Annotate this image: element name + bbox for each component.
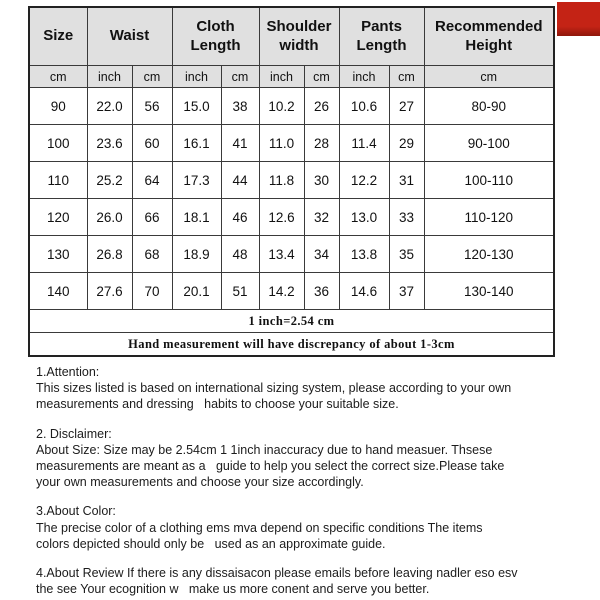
note-section: [36, 565, 581, 597]
column-header-cell: Pants Length: [339, 7, 424, 66]
data-cell: 30: [304, 162, 339, 199]
table-header: [29, 7, 554, 88]
data-cell: 68: [132, 236, 172, 273]
data-cell: 66: [132, 199, 172, 236]
unit-cell: cm: [132, 66, 172, 88]
data-cell: 110: [29, 162, 87, 199]
data-cell: 16.1: [172, 125, 221, 162]
data-cell: 10.6: [339, 88, 389, 125]
data-cell: 31: [389, 162, 424, 199]
note-line: your own measurements and choose your size accordingly.: [36, 475, 364, 490]
footnote-row: [29, 310, 554, 333]
footnote-cell: Hand measurement will have discrepancy of about 1-3cm: [29, 333, 554, 357]
column-header-cell: Recommended Height: [424, 7, 554, 66]
table-row: [29, 125, 554, 162]
note-section: [36, 364, 581, 413]
data-cell: 15.0: [172, 88, 221, 125]
data-cell: 120-130: [424, 236, 554, 273]
unit-cell: inch: [339, 66, 389, 88]
note-line: 3.About Color:: [36, 504, 116, 519]
data-cell: 60: [132, 125, 172, 162]
data-cell: 17.3: [172, 162, 221, 199]
unit-cell: cm: [304, 66, 339, 88]
column-header-cell: Waist: [87, 7, 172, 66]
data-cell: 130-140: [424, 273, 554, 310]
data-cell: 11.0: [259, 125, 304, 162]
notes: [36, 364, 581, 597]
table-body: [29, 88, 554, 357]
data-cell: 80-90: [424, 88, 554, 125]
table-row: [29, 199, 554, 236]
data-cell: 23.6: [87, 125, 132, 162]
note-line: The precise color of a clothing ems mva depend on specific conditions The items: [36, 520, 483, 535]
note-line: 1.Attention:: [36, 365, 100, 379]
size-table: [28, 6, 555, 357]
column-header-cell: Shoulder width: [259, 7, 339, 66]
data-cell: 51: [221, 273, 259, 310]
unit-cell: cm: [389, 66, 424, 88]
column-header-cell: Size: [29, 7, 87, 66]
data-cell: 90-100: [424, 125, 554, 162]
data-cell: 90: [29, 88, 87, 125]
note-line: the see Your ecognition w make us more conent and serve you better.: [36, 582, 430, 597]
footnote-cell: 1 inch=2.54 cm: [29, 310, 554, 333]
data-cell: 27: [389, 88, 424, 125]
data-cell: 44: [221, 162, 259, 199]
data-cell: 41: [221, 125, 259, 162]
unit-cell: cm: [221, 66, 259, 88]
data-cell: 48: [221, 236, 259, 273]
data-cell: 120: [29, 199, 87, 236]
data-cell: 26: [304, 88, 339, 125]
data-cell: 10.2: [259, 88, 304, 125]
data-cell: 36: [304, 273, 339, 310]
note-line: 4.About Review If there is any dissaisacon please emails before leaving nadler eso esv: [36, 566, 518, 581]
data-cell: 130: [29, 236, 87, 273]
note-line: This sizes listed is based on international sizing system, please according to your own: [36, 381, 512, 396]
data-cell: 64: [132, 162, 172, 199]
data-cell: 33: [389, 199, 424, 236]
data-cell: 100: [29, 125, 87, 162]
data-cell: 27.6: [87, 273, 132, 310]
red-corner-badge: [557, 2, 600, 36]
data-cell: 25.2: [87, 162, 132, 199]
data-cell: 32: [304, 199, 339, 236]
table-row: [29, 273, 554, 310]
note-section: [36, 426, 581, 491]
unit-cell: inch: [87, 66, 132, 88]
data-cell: 110-120: [424, 199, 554, 236]
data-cell: 11.4: [339, 125, 389, 162]
data-cell: 70: [132, 273, 172, 310]
unit-cell: inch: [259, 66, 304, 88]
data-cell: 26.8: [87, 236, 132, 273]
data-cell: 38: [221, 88, 259, 125]
note-line: About Size: Size may be 2.54cm 1 1inch inaccuracy due to hand measuer. Thsese: [36, 442, 493, 457]
data-cell: 18.1: [172, 199, 221, 236]
data-cell: 12.2: [339, 162, 389, 199]
footnote-row: [29, 333, 554, 357]
data-cell: 18.9: [172, 236, 221, 273]
data-cell: 14.2: [259, 273, 304, 310]
data-cell: 12.6: [259, 199, 304, 236]
unit-cell: cm: [424, 66, 554, 88]
note-line: colors depicted should only be used as an approximate guide.: [36, 536, 386, 551]
note-line: 2. Disclaimer:: [36, 426, 112, 441]
data-cell: 14.6: [339, 273, 389, 310]
data-cell: 56: [132, 88, 172, 125]
note-line: measurements and dressing habits to choose your suitable size.: [36, 397, 399, 412]
note-section: [36, 503, 581, 552]
data-cell: 13.0: [339, 199, 389, 236]
table-row: [29, 88, 554, 125]
data-cell: 11.8: [259, 162, 304, 199]
data-cell: 100-110: [424, 162, 554, 199]
data-cell: 37: [389, 273, 424, 310]
data-cell: 28: [304, 125, 339, 162]
data-cell: 46: [221, 199, 259, 236]
data-cell: 13.4: [259, 236, 304, 273]
note-line: measurements are meant as a guide to help you select the correct size.Please take: [36, 459, 505, 474]
unit-cell: inch: [172, 66, 221, 88]
data-cell: 140: [29, 273, 87, 310]
data-cell: 26.0: [87, 199, 132, 236]
data-cell: 34: [304, 236, 339, 273]
data-cell: 29: [389, 125, 424, 162]
unit-cell: cm: [29, 66, 87, 88]
column-header-cell: Cloth Length: [172, 7, 259, 66]
data-cell: 22.0: [87, 88, 132, 125]
data-cell: 35: [389, 236, 424, 273]
data-cell: 13.8: [339, 236, 389, 273]
table-row: [29, 162, 554, 199]
table-row: [29, 236, 554, 273]
data-cell: 20.1: [172, 273, 221, 310]
